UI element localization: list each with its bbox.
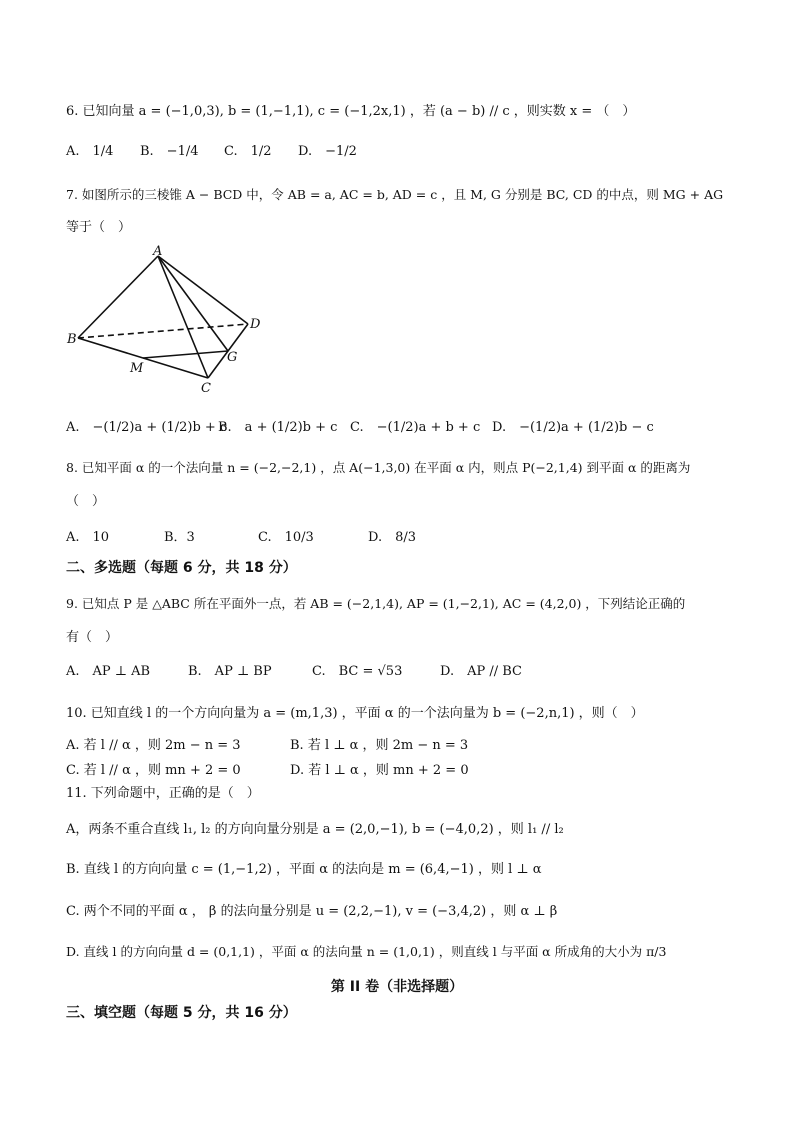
q8-option-b: B．3	[164, 530, 195, 545]
vertex-b-label: B	[67, 332, 77, 347]
q8-stem: 8. 已知平面 α 的一个法向量 n = (−2,−2,1) ，点 A(−1,3,0) 在平面 α 内，则点 P(−2,1,4) 到平面 α 的距离为	[66, 460, 691, 475]
midpoint-m-label: M	[130, 361, 144, 376]
q10-option-b: B. 若 l ⊥ α ，则 2m − n = 3	[290, 738, 469, 753]
q10-option-a: A. 若 l // α ，则 2m − n = 3	[66, 738, 241, 753]
q9-stem: 9. 已知点 P 是 △ABC 所在平面外一点，若 AB = (−2,1,4), AP = (1,−2,1), AC = (4,2,0) ，下列结论正确的	[66, 596, 686, 611]
q11-option-a: A，两条不重合直线 l₁, l₂ 的方向向量分别是 a = (2,0,−1), b = (−4,0,2) ，则 l₁ // l₂	[66, 822, 564, 837]
part-two-heading: 第 II 卷（非选择题）	[330, 979, 464, 995]
q8-option-d: D. 8/3	[368, 530, 417, 545]
q6-stem: 6. 已知向量 a = (−1,0,3), b = (1,−1,1), c = (−1,2x,1) ，若 (a − b) // c ，则实数 x = （ ）	[66, 104, 636, 119]
q10-stem: 10. 已知直线 l 的一个方向向量为 a = (m,1,3) ，平面 α 的一个法向量为 b = (−2,n,1) ，则（ ）	[66, 706, 644, 721]
q6-option-a: A. 1/4	[66, 144, 114, 159]
q9-option-d: D. AP // BC	[440, 664, 522, 679]
q11-stem: 11. 下列命题中，正确的是（ ）	[66, 786, 260, 801]
vertex-a-label: A	[153, 244, 163, 259]
q10-option-c: C. 若 l // α ，则 mn + 2 = 0	[66, 763, 241, 778]
q9-option-a: A. AP ⊥ AB	[66, 664, 151, 679]
q7-option-c: C. −(1/2)a + b + c	[350, 420, 481, 435]
q11-option-d: D. 直线 l 的方向向量 d = (0,1,1) ，平面 α 的法向量 n = (1,0,1) ，则直线 l 与平面 α 所成角的大小为 π/3	[66, 944, 667, 959]
q9-stem-continued: 有（ ）	[66, 630, 119, 645]
section-fill-in-heading: 三、填空题（每题 5 分，共 16 分）	[66, 1005, 297, 1021]
q7-stem-continued: 等于（ ）	[66, 220, 132, 235]
q9-option-b: B. AP ⊥ BP	[188, 664, 272, 679]
q11-option-c: C. 两个不同的平面 α ， β 的法向量分别是 u = (2,2,−1), v = (−3,4,2) ，则 α ⊥ β	[66, 904, 558, 919]
q8-option-a: A. 10	[66, 530, 110, 545]
q7-option-b: B. a + (1/2)b + c	[218, 420, 338, 435]
q11-option-b: B. 直线 l 的方向向量 c = (1,−1,2) ，平面 α 的法向是 m = (6,4,−1) ，则 l ⊥ α	[66, 862, 542, 877]
tetrahedron-figure	[60, 244, 280, 394]
q8-stem-continued: （ ）	[66, 494, 106, 509]
vertex-d-label: D	[250, 317, 261, 332]
vertex-c-label: C	[201, 381, 211, 394]
q6-option-c: C. 1/2	[224, 144, 272, 159]
q9-option-c: C. BC = √53	[312, 664, 403, 679]
q7-stem: 7. 如图所示的三棱锥 A − BCD 中，令 AB = a, AC = b, AD = c ，且 M, G 分别是 BC, CD 的中点，则 MG + AG	[66, 187, 724, 202]
section-multiple-choice-heading: 二、多选题（每题 6 分，共 18 分）	[66, 560, 297, 576]
q7-option-a: A. −(1/2)a + (1/2)b + c	[66, 420, 228, 435]
q7-option-d: D. −(1/2)a + (1/2)b − c	[492, 420, 654, 435]
q6-option-b: B. −1/4	[140, 144, 199, 159]
q8-option-c: C. 10/3	[258, 530, 314, 545]
q6-option-d: D. −1/2	[298, 144, 357, 159]
q10-option-d: D. 若 l ⊥ α ，则 mn + 2 = 0	[290, 763, 469, 778]
midpoint-g-label: G	[227, 350, 238, 365]
